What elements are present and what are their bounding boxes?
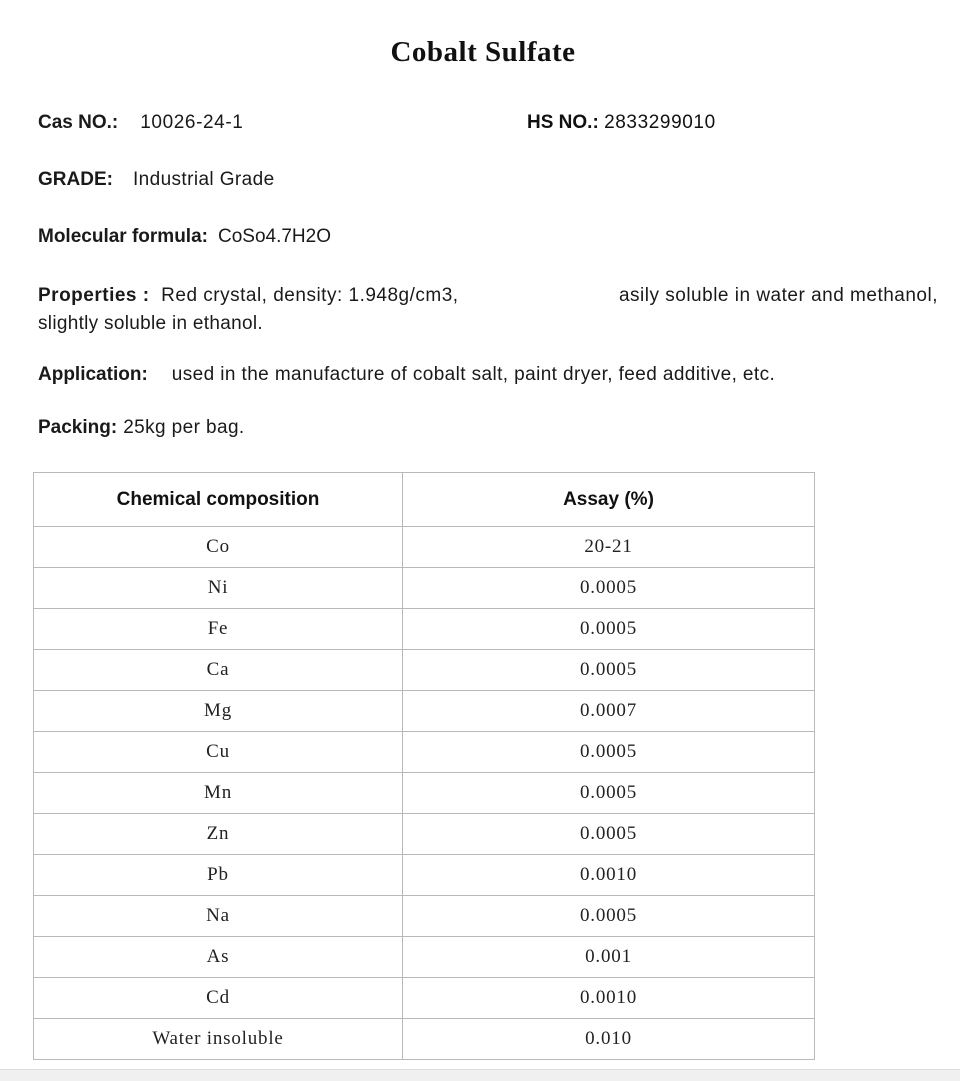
element-cell: Fe xyxy=(34,609,403,650)
table-row xyxy=(34,1019,815,1060)
element-cell: Mg xyxy=(34,691,403,732)
formula-label: Molecular formula: xyxy=(38,226,208,247)
element-cell: Pb xyxy=(34,855,403,896)
table-row xyxy=(34,773,815,814)
assay-cell: 20-21 xyxy=(403,527,815,568)
packing-label: Packing: xyxy=(38,417,118,438)
element-cell: Cu xyxy=(34,732,403,773)
properties-part1: Red crystal, density: 1.948g/cm3, xyxy=(161,285,459,306)
table-row xyxy=(34,609,815,650)
table-row xyxy=(34,691,815,732)
element-cell: Zn xyxy=(34,814,403,855)
header-assay: Assay (%) xyxy=(403,473,815,527)
header-chemical-composition: Chemical composition xyxy=(34,473,403,527)
assay-cell: 0.0005 xyxy=(403,609,815,650)
properties-line-1 xyxy=(38,282,938,310)
table-header-row xyxy=(34,473,815,527)
element-cell: Cd xyxy=(34,978,403,1019)
molecular-formula-field xyxy=(38,226,331,248)
properties-label-and-part1 xyxy=(38,282,459,310)
cas-number-field xyxy=(38,112,243,134)
element-cell: Ni xyxy=(34,568,403,609)
properties-field xyxy=(38,282,938,338)
table-row xyxy=(34,896,815,937)
cas-value: 10026-24-1 xyxy=(140,112,244,133)
table-row xyxy=(34,527,815,568)
assay-cell: 0.0005 xyxy=(403,568,815,609)
assay-cell: 0.0007 xyxy=(403,691,815,732)
hs-value: 2833299010 xyxy=(604,112,716,133)
table-row xyxy=(34,650,815,691)
table-row xyxy=(34,732,815,773)
element-cell: As xyxy=(34,937,403,978)
cas-label: Cas NO.: xyxy=(38,112,119,133)
assay-cell: 0.0005 xyxy=(403,814,815,855)
hs-number-field xyxy=(527,112,716,134)
application-value: used in the manufacture of cobalt salt, paint dryer, feed additive, etc. xyxy=(171,364,776,385)
document-title: Cobalt Sulfate xyxy=(390,36,576,68)
properties-line-2: slightly soluble in ethanol. xyxy=(38,313,263,334)
bottom-scroll-edge xyxy=(0,1069,960,1081)
application-field xyxy=(38,364,775,386)
assay-cell: 0.0010 xyxy=(403,855,815,896)
assay-cell: 0.0005 xyxy=(403,650,815,691)
assay-cell: 0.001 xyxy=(403,937,815,978)
element-cell: Na xyxy=(34,896,403,937)
formula-value: CoSo4.7H2O xyxy=(217,226,331,247)
grade-value: Industrial Grade xyxy=(132,169,275,190)
properties-label: Properties : xyxy=(38,285,150,306)
element-cell: Water insoluble xyxy=(34,1019,403,1060)
assay-cell: 0.0005 xyxy=(403,732,815,773)
assay-cell: 0.0010 xyxy=(403,978,815,1019)
packing-value: 25kg per bag. xyxy=(123,417,245,438)
element-cell: Co xyxy=(34,527,403,568)
assay-cell: 0.0005 xyxy=(403,773,815,814)
assay-cell: 0.010 xyxy=(403,1019,815,1060)
table-row xyxy=(34,937,815,978)
application-label: Application: xyxy=(38,364,148,385)
assay-cell: 0.0005 xyxy=(403,896,815,937)
table-row xyxy=(34,855,815,896)
element-cell: Mn xyxy=(34,773,403,814)
hs-label: HS NO.: xyxy=(527,112,599,133)
grade-field xyxy=(38,169,275,191)
packing-field xyxy=(38,417,245,439)
properties-part2: asily soluble in water and methanol, xyxy=(618,285,938,306)
table-row xyxy=(34,814,815,855)
table-row xyxy=(34,978,815,1019)
composition-table xyxy=(33,472,815,1060)
grade-label: GRADE: xyxy=(38,169,113,190)
element-cell: Ca xyxy=(34,650,403,691)
table-row xyxy=(34,568,815,609)
